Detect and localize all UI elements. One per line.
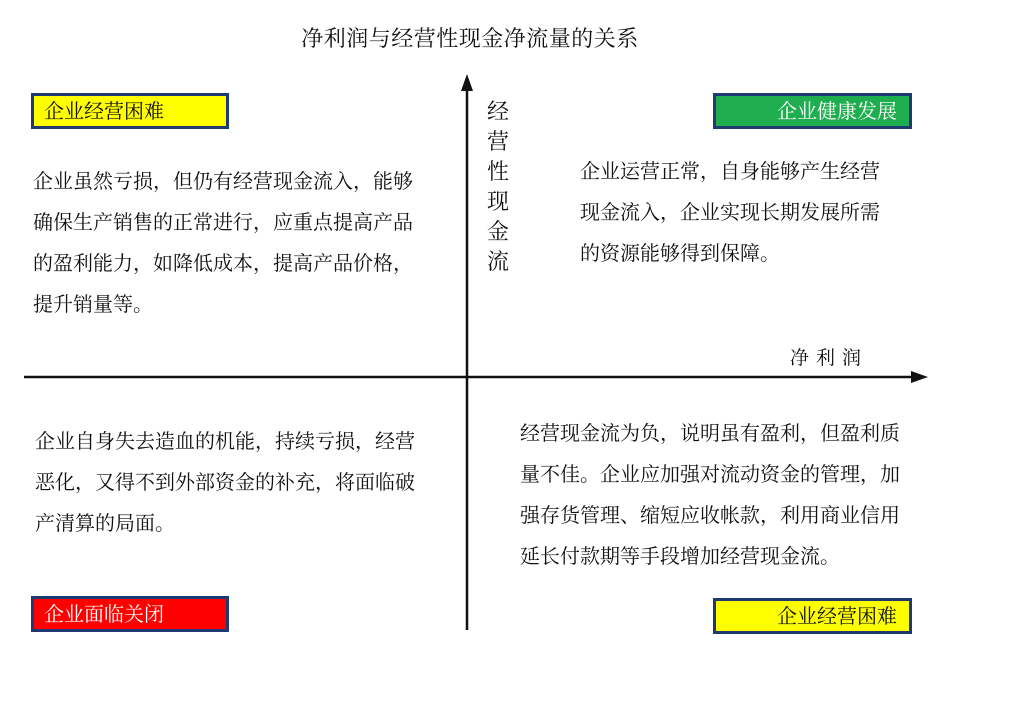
quadrant-text-bottom-left: 企业自身失去造血的机能，持续亏损，经营恶化，又得不到外部资金的补充，将面临破产清算的局面。	[35, 429, 415, 535]
quadrant-tag-top-left: 企业经营困难	[31, 93, 229, 129]
quadrant-tag-bottom-right: 企业经营困难	[713, 598, 912, 634]
quadrant-text-top-left: 企业虽然亏损，但仍有经营现金流入，能够确保生产销售的正常进行，应重点提高产品的盈利能力，如降低成本，提高产品价格，提升销量等。	[33, 169, 413, 316]
x-axis-arrow-icon	[911, 371, 928, 383]
quadrant-tag-top-right: 企业健康发展	[713, 93, 912, 129]
y-axis-arrow-icon	[461, 74, 473, 91]
quadrant-tag-bottom-left: 企业面临关闭	[31, 596, 229, 632]
diagram-title: 净利润与经营性现金净流量的关系	[301, 27, 639, 52]
x-axis-label: 净利润	[790, 347, 869, 369]
quadrant-text-bottom-right: 经营现金流为负，说明虽有盈利，但盈利质量不佳。企业应加强对流动资金的管理，加强存货管理、缩短应收帐款，利用商业信用延长付款期等手段增加经营现金流。	[520, 421, 900, 568]
quadrant-text-top-right: 企业运营正常，自身能够产生经营现金流入，企业实现长期发展所需的资源能够得到保障。	[580, 159, 880, 265]
y-axis-label: 经营性现金流	[486, 100, 509, 275]
